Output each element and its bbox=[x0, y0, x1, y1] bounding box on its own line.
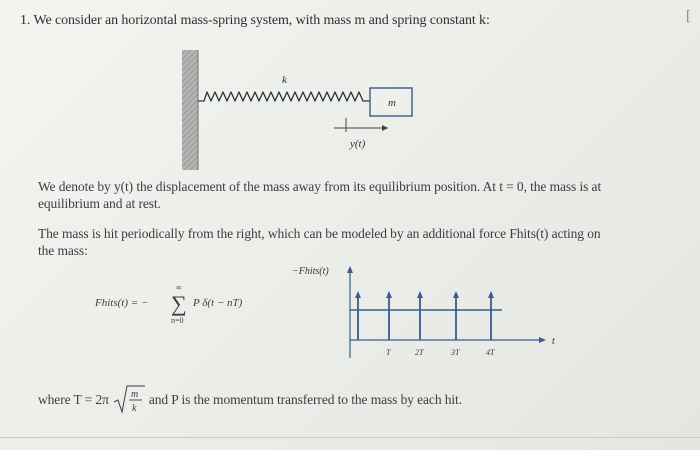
sum-term: P δ(t − nT) bbox=[193, 297, 243, 309]
impulse-y-axis-arrowhead bbox=[347, 266, 353, 273]
impulse-x-axis-label: t bbox=[552, 336, 555, 347]
sum-upper-limit: ∞ bbox=[176, 283, 182, 292]
bottom-divider bbox=[0, 437, 700, 438]
impulse-train-plot bbox=[290, 258, 570, 370]
equation-lhs: Fhits(t) = − bbox=[95, 297, 149, 309]
mass-label: m bbox=[388, 97, 396, 109]
paragraph2-line1: The mass is hit periodically from the right, which can be modeled by an additional force Fhits(t) acting on bbox=[38, 226, 601, 241]
sum-sign: ∑ bbox=[171, 291, 187, 316]
impulse-1 bbox=[386, 291, 392, 340]
displacement-arrowhead bbox=[382, 125, 388, 131]
impulse-x-axis-arrowhead bbox=[539, 337, 546, 343]
tick-label-3T: 3T bbox=[451, 348, 460, 357]
impulse-3 bbox=[453, 291, 459, 340]
impulse-4 bbox=[488, 291, 494, 340]
fraction-denominator: k bbox=[131, 403, 137, 414]
displacement-label: y(t) bbox=[350, 138, 366, 150]
impulse-2 bbox=[417, 291, 423, 340]
fraction-numerator: m bbox=[130, 389, 138, 400]
impulse-y-axis-label: −Fhits(t) bbox=[292, 266, 329, 277]
impulse-0 bbox=[355, 291, 361, 340]
where-line bbox=[38, 383, 462, 417]
where-prefix: where T = 2π bbox=[38, 392, 109, 407]
paragraph2-line2: the mass: bbox=[38, 243, 88, 258]
tick-label-T: T bbox=[386, 348, 391, 357]
paragraph1-line2: equilibrium and at rest. bbox=[38, 196, 161, 211]
spring-mass-figure bbox=[170, 48, 450, 173]
problem-title: 1. We consider an horizontal mass-spring system, with mass m and spring constant k: bbox=[20, 13, 490, 28]
sqrt-m-over-k bbox=[112, 383, 146, 417]
sum-lower-limit: n=0 bbox=[171, 316, 184, 325]
wall bbox=[182, 50, 198, 170]
paragraph1-line1: We denote by y(t) the displacement of the mass away from its equilibrium position. At t = 0, the mass is at bbox=[38, 179, 602, 194]
tick-label-2T: 2T bbox=[415, 348, 424, 357]
spring-constant-label: k bbox=[282, 74, 287, 86]
force-equation bbox=[95, 282, 295, 327]
where-suffix: and P is the momentum transferred to the mass by each hit. bbox=[148, 392, 462, 407]
edge-bracket-mark: [ bbox=[686, 8, 691, 24]
spring-coil bbox=[198, 92, 370, 101]
tick-label-4T: 4T bbox=[486, 348, 495, 357]
